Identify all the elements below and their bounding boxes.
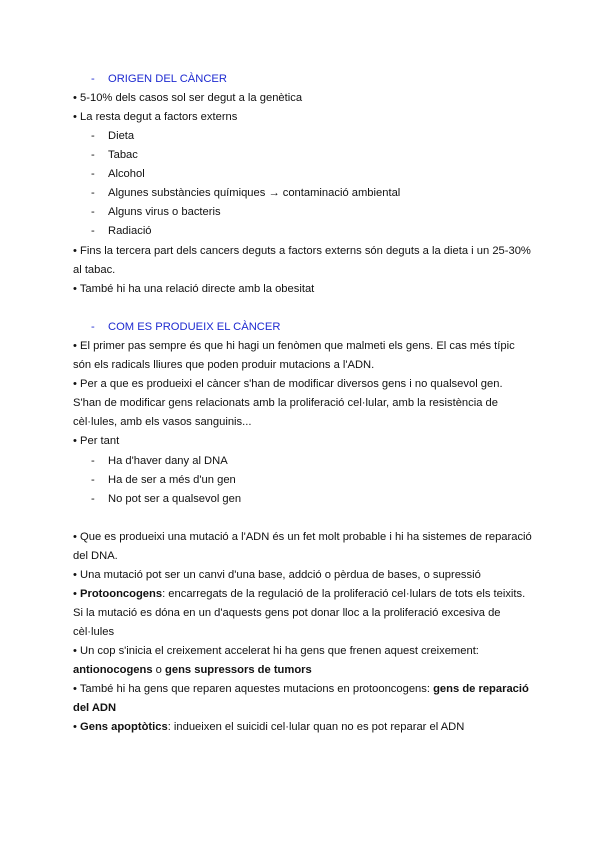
paragraph: • També hi ha gens que reparen aquestes mutacions en protooncogens: gens de reparació — [73, 683, 529, 695]
paragraph: • Un cop s'inicia el creixement accelerat hi ha gens que frenen aquest creixement: — [73, 645, 479, 657]
paragraph: antionocogens o gens supressors de tumors — [73, 664, 312, 676]
list-item: - Ha de ser a més d'un gen — [91, 474, 236, 486]
paragraph: • També hi ha una relació directe amb la obesitat — [73, 283, 315, 295]
term-del-adn: del ADN — [73, 702, 117, 714]
paragraph: • Protooncogens: encarregats de la regulació de la proliferació cel·lulars de tots els teixits. — [73, 588, 526, 600]
list-item: - Radiació — [91, 225, 152, 237]
term-gens-reparacio: gens de reparació — [433, 683, 529, 695]
list-item: - Alguns virus o bacteris — [91, 206, 221, 218]
paragraph: del DNA. — [73, 550, 118, 562]
paragraph — [73, 701, 116, 715]
paragraph: Si la mutació es dóna en un d'aquests gens pot donar lloc a la proliferació excesiva de — [73, 607, 501, 619]
list-item: - No pot ser a qualsevol gen — [91, 493, 242, 505]
paragraph: • Per a que es produeixi el càncer s'han de modificar diversos gens i no qualsevol gen. — [73, 378, 503, 390]
paragraph: cèl·lules, amb els vasos sanguinis... — [73, 416, 252, 428]
paragraph: al tabac. — [73, 264, 116, 276]
term-protooncogens: Protooncogens — [80, 588, 163, 600]
paragraph: • La resta degut a factors externs — [73, 111, 238, 123]
paragraph: • Fins la tercera part dels cancers deguts a factors externs són deguts a la dieta i un 25-30% — [73, 245, 531, 257]
term-antionocogens: antionocogens — [73, 664, 153, 676]
section-heading-origen: - ORIGEN DEL CÀNCER — [91, 73, 227, 85]
term-gens-apoptotics: Gens apoptòtics — [80, 721, 168, 733]
heading-text: COM ES PRODUEIX EL CÀNCER — [108, 321, 281, 333]
list-item: - Dieta — [91, 130, 135, 142]
paragraph: • Per tant — [73, 435, 120, 447]
paragraph: cèl·lules — [73, 626, 115, 638]
list-item: - Alcohol — [91, 168, 145, 180]
list-item: - Ha d'haver dany al DNA — [91, 455, 228, 467]
paragraph: • Gens apoptòtics: indueixen el suicidi cel·lular quan no es pot reparar el ADN — [73, 721, 465, 733]
paragraph: • El primer pas sempre és que hi hagi un fenòmen que malmeti els gens. El cas més típic — [73, 340, 515, 352]
paragraph: són els radicals lliures que poden produir mutacions a l'ADN. — [73, 359, 375, 371]
paragraph: S'han de modificar gens relacionats amb la proliferació cel·lular, amb la resistència de — [73, 397, 498, 409]
paragraph: • Una mutació pot ser un canvi d'una base, addció o pèrdua de bases, o supressió — [73, 569, 481, 581]
section-heading-com: - COM ES PRODUEIX EL CÀNCER — [91, 321, 281, 333]
list-item: - Algunes substàncies químiques → contaminació ambiental — [91, 187, 401, 199]
term-gens-supressors: gens supressors de tumors — [165, 664, 312, 676]
list-item: - Tabac — [91, 149, 138, 161]
paragraph: • 5-10% dels casos sol ser degut a la genètica — [73, 92, 303, 104]
heading-text: ORIGEN DEL CÀNCER — [108, 73, 227, 85]
paragraph: • Que es produeixi una mutació a l'ADN és un fet molt probable i hi ha sistemes de reparació — [73, 531, 532, 543]
